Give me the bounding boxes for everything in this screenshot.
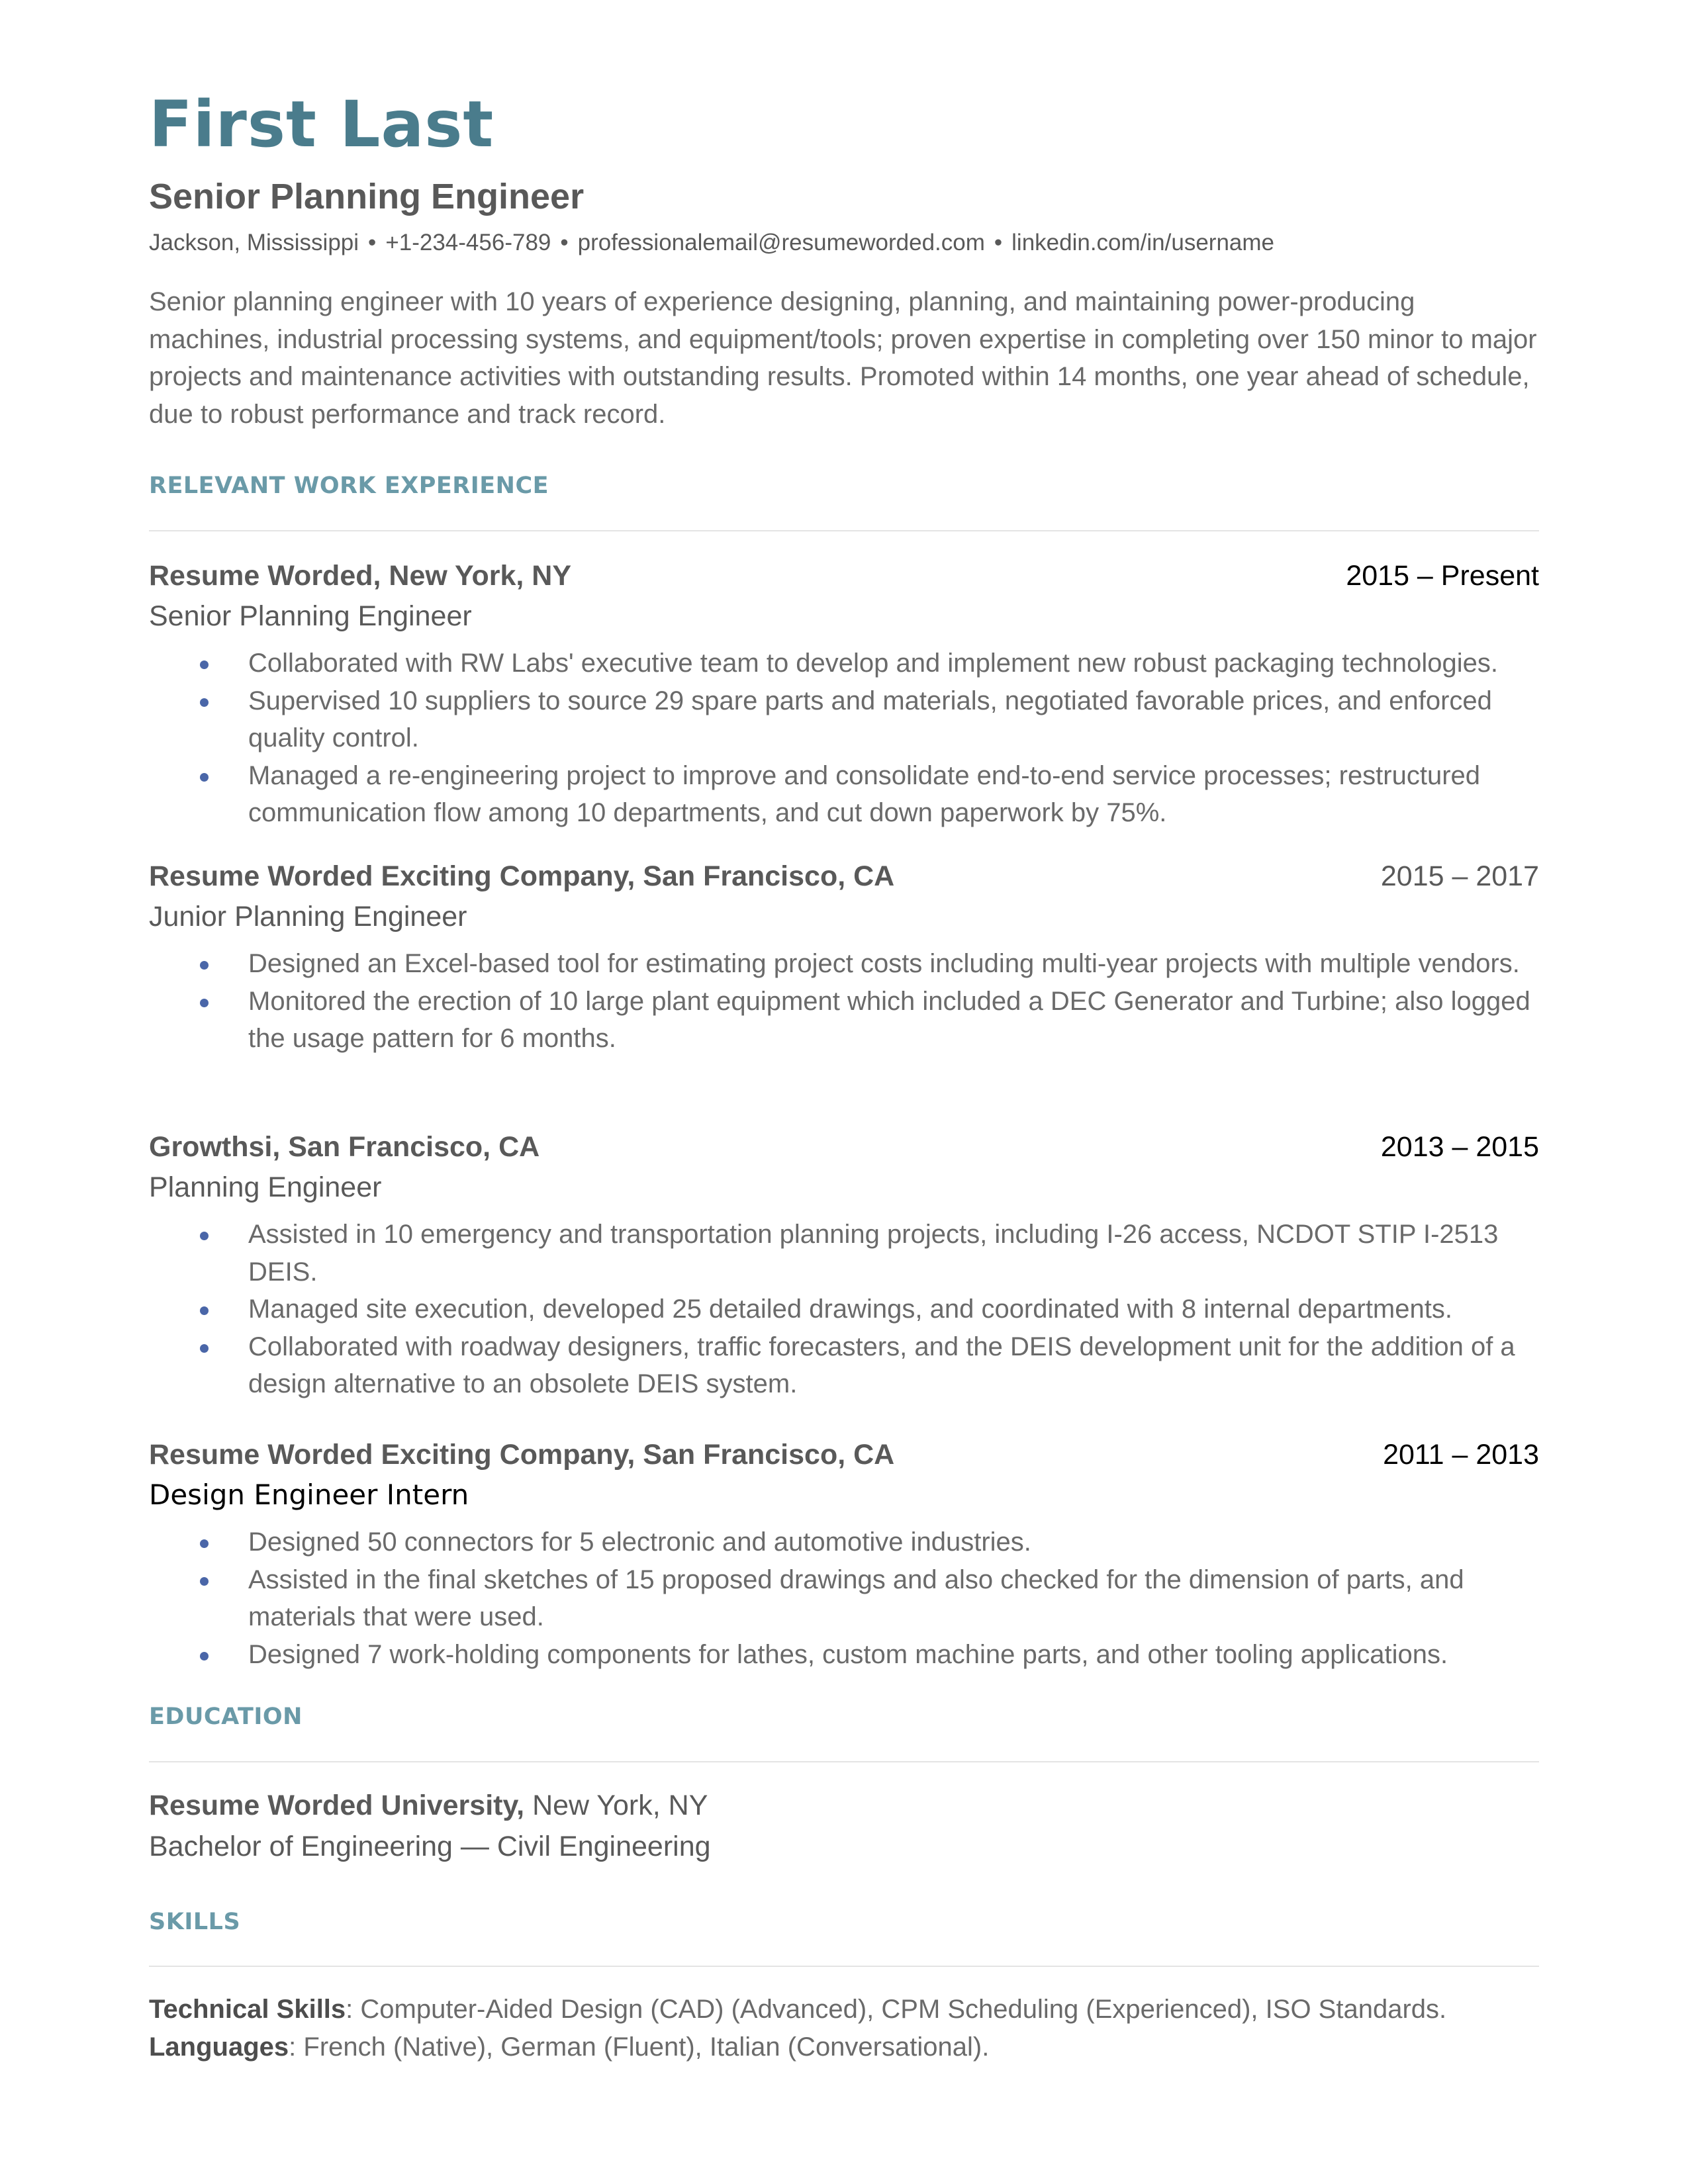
education-entry [149,1785,1539,1867]
job-bullet [149,983,1539,1058]
bullet-dot-icon [200,1232,209,1240]
contact-linkedin[interactable]: linkedin.com/in/username [1011,230,1275,255]
job-bullet-text: Managed a re-engineering project to improve and consolidate end-to-end service processes; restructured communication flow among 10 departments, and cut down paperwork by 75%. [248,760,1481,827]
bullet-dot-icon [200,1652,209,1661]
job-entry [149,556,1539,832]
bullet-dot-icon [200,1344,209,1353]
job-role: Junior Planning Engineer [149,901,467,933]
section-title-education: EDUCATION [149,1704,303,1730]
job-bullets [149,1216,1539,1403]
job-entry [149,856,1539,1058]
job-header [149,1435,1539,1475]
job-bullets [149,945,1539,1058]
job-bullet-text: Supervised 10 suppliers to source 29 spare parts and materials, negotiated favorable prices, and enforced quality control. [248,686,1492,752]
job-bullet-text: Managed site execution, developed 25 detailed drawings, and coordinated with 8 internal departments. [248,1295,1452,1324]
contact-separator: • [368,230,377,255]
job-header [149,856,1539,896]
skills-technical-label: Technical Skills [149,1995,346,2024]
education-school: Resume Worded University, [149,1790,525,1821]
job-bullet [149,682,1539,757]
contact-line [149,226,1274,259]
job-bullet-text: Assisted in 10 emergency and transportation planning projects, including I-26 access, NCDOT STIP I-2513 DEIS. [248,1220,1499,1287]
job-company: Resume Worded Exciting Company, San Francisco, CA [149,860,895,892]
job-bullet [149,645,1539,682]
contact-separator: • [560,230,569,255]
job-bullets [149,645,1539,832]
job-company: Resume Worded, New York, NY [149,560,572,592]
job-entry [149,1127,1539,1403]
job-header [149,1127,1539,1167]
job-bullet [149,1561,1539,1636]
job-bullet-text: Designed 7 work-holding components for lathes, custom machine parts, and other tooling applications. [248,1639,1448,1669]
job-dates: 2015 – Present [1346,560,1539,592]
bullet-dot-icon [200,1306,209,1315]
skills-technical [149,1991,1539,2028]
skills-languages [149,2028,1539,2066]
job-bullet [149,1216,1539,1291]
bullet-dot-icon [200,1539,209,1548]
contact-separator: • [994,230,1003,255]
section-divider [149,530,1539,531]
job-bullet-text: Collaborated with RW Labs' executive team to develop and implement new robust packaging technologies. [248,649,1498,678]
job-bullet-text: Assisted in the final sketches of 15 proposed drawings and also checked for the dimension of parts, and materials that were used. [248,1565,1464,1631]
job-role: Design Engineer Intern [149,1479,469,1511]
job-company: Growthsi, San Francisco, CA [149,1131,540,1163]
contact-phone: +1-234-456-789 [385,230,551,255]
bullet-dot-icon [200,773,209,782]
job-bullet-text: Designed 50 connectors for 5 electronic and automotive industries. [248,1527,1031,1557]
job-company: Resume Worded Exciting Company, San Francisco, CA [149,1439,895,1471]
section-title-skills: SKILLS [149,1909,241,1935]
job-bullet [149,1636,1539,1674]
bullet-dot-icon [200,999,209,1007]
candidate-headline: Senior Planning Engineer [149,177,585,216]
job-dates: 2013 – 2015 [1380,1131,1539,1163]
job-bullet [149,1524,1539,1561]
bullet-dot-icon [200,961,209,970]
section-divider [149,1966,1539,1967]
skills-languages-label: Languages [149,2032,289,2062]
education-location: New York, NY [532,1790,708,1821]
candidate-name: First Last [149,87,494,161]
job-bullets [149,1524,1539,1673]
job-role: Senior Planning Engineer [149,600,472,632]
contact-location: Jackson, Mississippi [149,230,359,255]
bullet-dot-icon [200,660,209,669]
job-bullet [149,757,1539,832]
professional-summary: Senior planning engineer with 10 years of experience designing, planning, and maintaining power-producing machines, industrial processing systems, and equipment/tools; proven expertise in completing over 150 minor to major projects and maintenance activities with outstanding results. Promoted within 14 months, one year ahead of schedule, due to robust performance and track record. [149,287,1537,429]
job-bullet [149,1291,1539,1328]
job-dates: 2015 – 2017 [1380,860,1539,892]
job-header [149,556,1539,596]
skills-languages-value: : French (Native), German (Fluent), Italian (Conversational). [289,2032,990,2062]
bullet-dot-icon [200,698,209,707]
education-school-line [149,1785,1539,1826]
job-bullet-text: Monitored the erection of 10 large plant equipment which included a DEC Generator and Turbine; also logged the usage pattern for 6 months. [248,986,1530,1053]
job-bullet [149,1328,1539,1403]
contact-email[interactable]: professionalemail@resumeworded.com [577,230,985,255]
skills-list [149,1991,1539,2066]
job-role: Planning Engineer [149,1171,382,1203]
job-bullet-text: Collaborated with roadway designers, traffic forecasters, and the DEIS development unit for the addition of a design alternative to an obsolete DEIS system. [248,1332,1515,1398]
job-entry [149,1435,1539,1673]
section-divider [149,1761,1539,1762]
job-dates: 2011 – 2013 [1383,1439,1539,1471]
bullet-dot-icon [200,1577,209,1586]
job-bullet [149,945,1539,983]
skills-technical-value: : Computer-Aided Design (CAD) (Advanced), CPM Scheduling (Experienced), ISO Standards. [346,1995,1447,2024]
job-bullet-text: Designed an Excel-based tool for estimating project costs including multi-year projects with multiple vendors. [248,949,1520,978]
education-degree: Bachelor of Engineering — Civil Engineering [149,1831,711,1862]
section-title-experience: RELEVANT WORK EXPERIENCE [149,473,549,499]
